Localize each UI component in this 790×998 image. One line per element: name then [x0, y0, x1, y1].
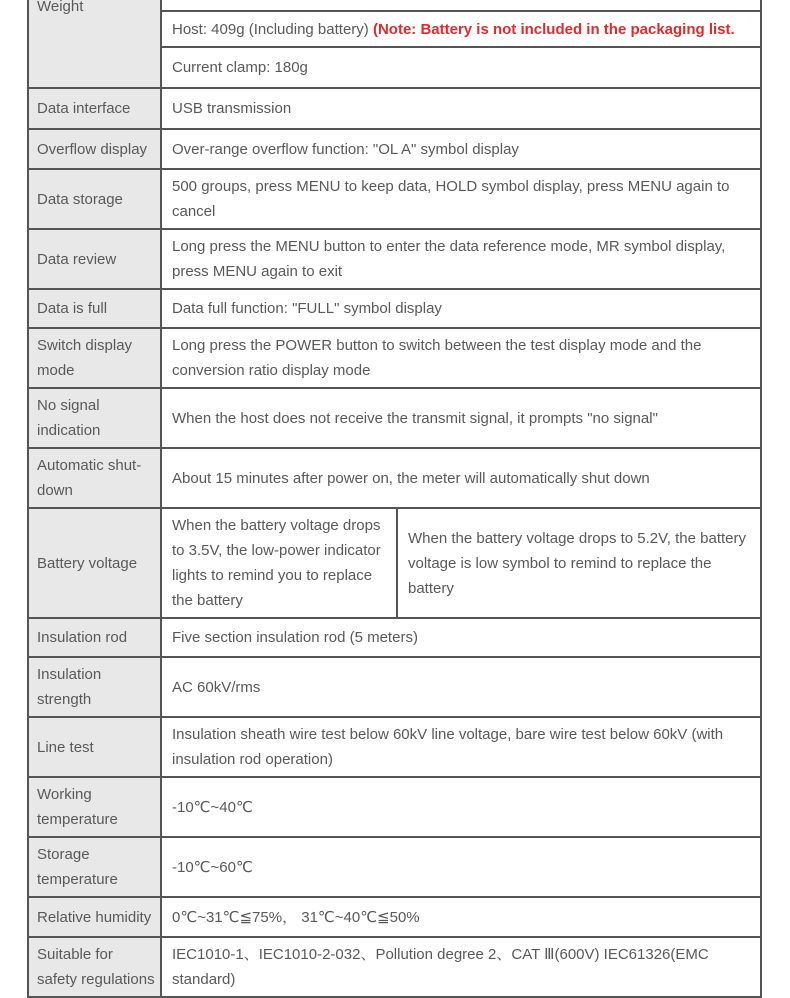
label-text: Storage temperature: [37, 846, 118, 888]
row-value: [162, 130, 760, 168]
value-text: -10℃~40℃: [172, 798, 253, 816]
row-value: [162, 329, 760, 387]
battery-voltage-cell-right: [398, 509, 760, 617]
value-text: Over-range overflow function: "OL A" symbol display: [172, 140, 519, 158]
label-text: Switch display mode: [37, 337, 133, 379]
value-text: Long press the MENU button to enter the data reference mode, MR symbol display, press MENU again to exit: [172, 238, 726, 280]
row-label: [29, 449, 162, 507]
spec-row-insulation-rod: [29, 617, 760, 656]
label-text: Data interface: [37, 100, 131, 117]
spec-row-overflow-display: [29, 128, 760, 168]
value-text: Insulation sheath wire test below 60kV line voltage, bare wire test below 60kV (with insulation rod operation): [172, 726, 724, 768]
row-label: [29, 658, 162, 716]
spec-row-no-signal-indication: [29, 387, 760, 447]
row-label: [29, 619, 162, 656]
weight-subrow-clamp: [162, 46, 760, 87]
weight-subrow-host: [162, 10, 760, 46]
label-text: Data storage: [37, 190, 123, 208]
host-weight-text: [172, 17, 735, 42]
spec-row-data-review: [29, 228, 760, 288]
label-text: Insulation rod: [37, 629, 128, 646]
spec-row-line-test: [29, 716, 760, 776]
label-text: Data is full: [37, 300, 108, 317]
row-label: [29, 329, 162, 387]
row-label: [29, 170, 162, 228]
spec-row-safety-regulations: [29, 936, 760, 996]
label-text: Line test: [37, 738, 94, 756]
row-label-weight: [29, 0, 162, 87]
row-label: [29, 290, 162, 327]
value-text: When the battery voltage drops to 5.2V, the battery voltage is low symbol to remind to replace the battery: [408, 529, 746, 597]
label-text: Weight: [37, 0, 84, 15]
value-text: Data full function: "FULL" symbol display: [172, 300, 442, 317]
row-label: [29, 778, 162, 836]
spec-row-automatic-shutdown: [29, 447, 760, 507]
row-value: [162, 778, 760, 836]
label-text: Data review: [37, 250, 117, 268]
value-text: AC 60kV/rms: [172, 678, 261, 696]
row-label: [29, 718, 162, 776]
label-text: No signal indication: [37, 397, 101, 439]
spec-row-insulation-strength: [29, 656, 760, 716]
spec-row-storage-temperature: [29, 836, 760, 896]
row-label: [29, 389, 162, 447]
label-text: Overflow display: [37, 140, 148, 158]
row-value: [162, 449, 760, 507]
label-text: Automatic shut-down: [37, 457, 142, 499]
row-label: [29, 898, 162, 936]
battery-note-text: (Note: Battery is not included in the packaging list.: [372, 20, 735, 38]
spec-row-switch-display-mode: [29, 327, 760, 387]
weight-subrows: [162, 0, 760, 87]
weight-subrow-cutoff: [162, 0, 760, 10]
row-label: [29, 509, 162, 617]
row-value: [162, 718, 760, 776]
spec-row-data-interface: [29, 87, 760, 128]
row-value: [162, 290, 760, 327]
row-label: [29, 838, 162, 896]
row-label: [29, 89, 162, 128]
spec-row-weight: [29, 0, 760, 87]
value-text: 500 groups, press MENU to keep data, HOLD symbol display, press MENU again to cancel: [172, 178, 730, 220]
row-value: [162, 938, 760, 996]
value-text: Five section insulation rod (5 meters): [172, 629, 418, 646]
battery-voltage-cell-left: [162, 509, 398, 617]
specification-table: [27, 0, 762, 998]
value-text: IEC1010-1、IEC1010-2-032、Pollution degree 2、CAT Ⅲ(600V) IEC61326(EMC standard): [172, 946, 709, 988]
label-text: Battery voltage: [37, 554, 138, 572]
row-value: [162, 658, 760, 716]
spec-row-working-temperature: [29, 776, 760, 836]
label-text: Relative humidity: [37, 908, 152, 926]
spec-row-data-storage: [29, 168, 760, 228]
row-label: [29, 230, 162, 288]
row-value: [162, 89, 760, 128]
value-text: About 15 minutes after power on, the meter will automatically shut down: [172, 469, 650, 487]
row-value: [162, 389, 760, 447]
value-text: -10℃~60℃: [172, 858, 253, 876]
row-value: [162, 838, 760, 896]
spec-row-relative-humidity: [29, 896, 760, 936]
clamp-weight-value: Current clamp: 180g: [172, 59, 308, 76]
value-text: USB transmission: [172, 100, 292, 117]
label-text: Suitable for safety regulations: [37, 946, 155, 988]
row-value: [162, 619, 760, 656]
row-value: [162, 170, 760, 228]
host-weight-value: Host: 409g (Including battery): [172, 20, 373, 38]
spec-row-data-is-full: [29, 288, 760, 327]
value-text: Long press the POWER button to switch between the test display mode and the conversion ratio display mode: [172, 337, 702, 379]
value-text: 0℃~31℃≦75%， 31℃~40℃≦50%: [172, 908, 420, 926]
value-text: When the battery voltage drops to 3.5V, the low-power indicator lights to remind you to replace the battery: [172, 517, 381, 609]
label-text: Insulation strength: [37, 666, 102, 708]
value-text: When the host does not receive the transmit signal, it prompts "no signal": [172, 409, 658, 427]
row-value: [162, 898, 760, 936]
spec-row-battery-voltage: [29, 507, 760, 617]
row-value: [162, 230, 760, 288]
row-label: [29, 130, 162, 168]
label-text: Working temperature: [37, 786, 118, 828]
row-label: [29, 938, 162, 996]
